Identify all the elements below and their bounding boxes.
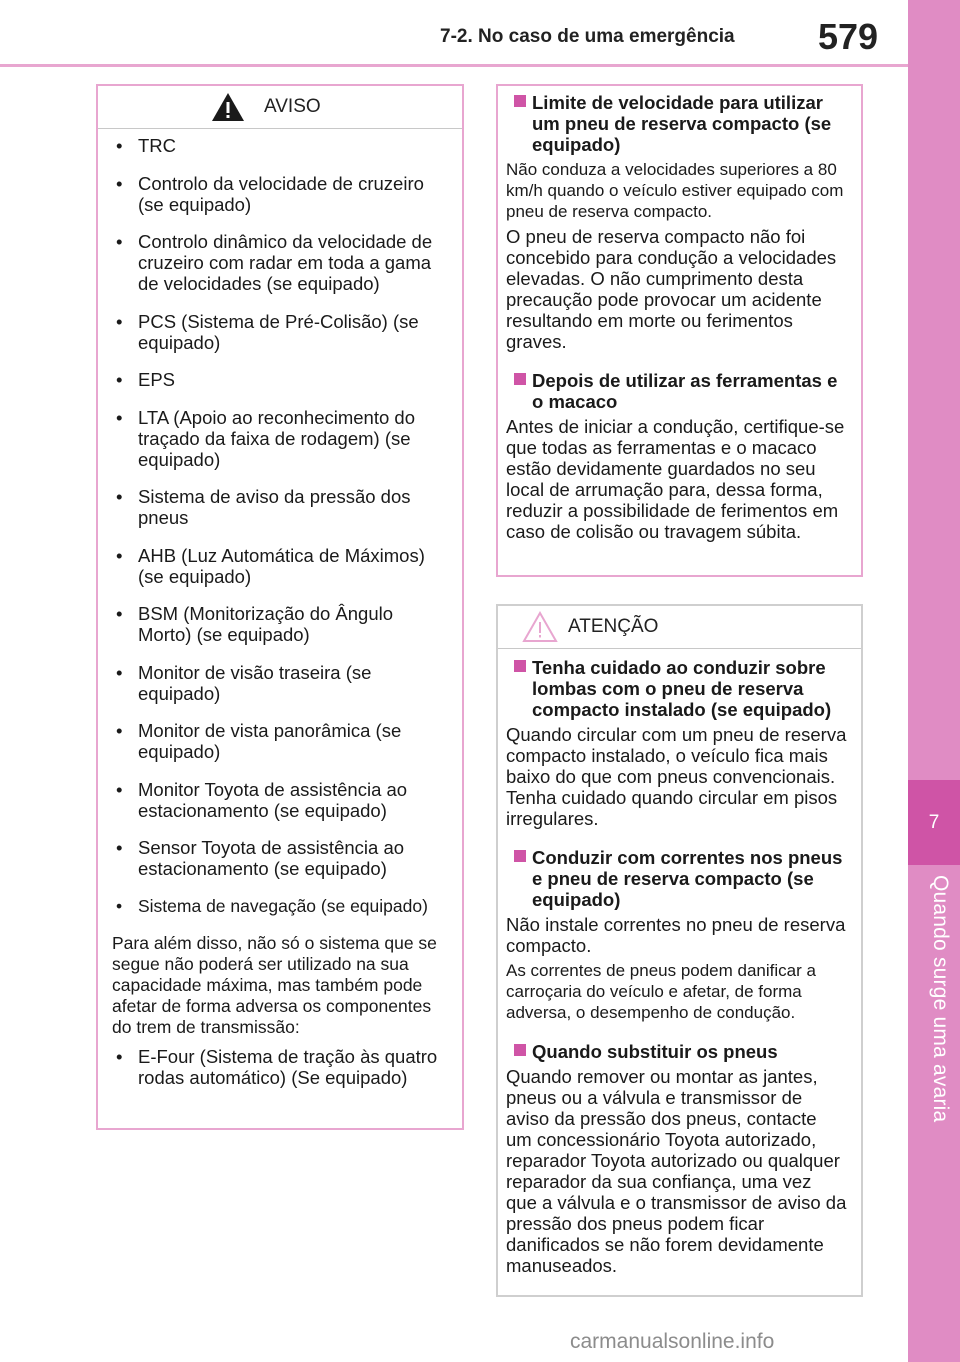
warning-triangle-icon [210,91,246,123]
aviso-title: AVISO [264,96,321,117]
list-item: • Sensor Toyota de assistência ao estacionamento (se equipado) [116,837,405,879]
aviso-continuation-box [496,84,863,577]
atencao-title: ATENÇÃO [568,616,659,637]
square-bullet-icon [514,373,526,385]
paragraph: Antes de iniciar a condução, certifique-se que todas as ferramentas e o macaco estão devidamente guardados no seu local de arrumação para, dessa forma, reduzir a possibilidade de ferimentos em caso de colisão ou travagem súbita. [506,416,845,542]
aviso-box [96,84,464,1130]
atencao-header [498,606,861,649]
square-bullet-icon [514,95,526,107]
section-heading: Depois de utilizar as ferramentas e o macaco [506,370,847,412]
list-item: • AHB (Luz Automática de Máximos) (se equipado) [116,544,425,587]
list-item: • Monitor de visão traseira (se equipado) [116,661,372,704]
list-item: • Monitor de vista panorâmica (se equipado) [116,720,402,762]
list-item: • TRC [116,135,177,156]
square-bullet-icon [514,1044,526,1056]
page-number: 579 [818,16,879,57]
section-heading: Limite de velocidade para utilizar um pneu de reserva compacto (se equipado) [506,92,847,155]
section-heading: Tenha cuidado ao conduzir sobre lombas com o pneu de reserva compacto instalado (se equipado) [506,657,847,720]
paragraph: Não instale correntes no pneu de reserva compacto. [506,914,846,956]
list-item: • LTA (Apoio ao reconhecimento do traçado da faixa de rodagem) (se equipado) [116,406,415,470]
section-heading: Quando substituir os pneus [506,1041,847,1062]
list-item: • Sistema de navegação (se equipado) [116,895,428,916]
aviso-extra-list [112,1046,446,1088]
chapter-title: Quando surge uma avaria [929,875,952,1123]
chapter-number: 7 [928,812,940,833]
paragraph: Quando remover ou montar as jantes, pneus ou a válvula e transmissor de aviso da pressão dos pneus, contacte um concessionário Toyota autorizado, reparador Toyota autorizado ou qualquer reparador da sua confiança, uma vez que a válvula e o transmissor de aviso da pressão dos pneus podem ficar danificados se não forem devidamente manuseados. [506,1066,847,1276]
list-item: • Sistema de aviso da pressão dos pneus [116,486,411,528]
watermark: carmanualsonline.info [570,1330,775,1353]
aviso-header [98,86,462,129]
caution-triangle-icon [522,611,558,643]
list-item: • Controlo da velocidade de cruzeiro (se equipado) [116,172,424,215]
aviso-list [112,135,446,917]
list-item: • Controlo dinâmico da velocidade de cruzeiro com radar em toda a gama de velocidades (se equipado) [116,231,433,294]
aviso-paragraph: Para além disso, não só o sistema que se segue não poderá ser utilizado na sua capacidade máxima, mas também pode afetar de forma adversa os componentes do trem de transmissão: [112,933,437,1037]
atencao-box [496,604,863,1297]
header-rule [0,64,908,67]
list-item: • E-Four (Sistema de tração às quatro rodas automático) (Se equipado) [116,1046,438,1088]
section-heading: Conduzir com correntes nos pneus e pneu de reserva compacto (se equipado) [506,847,847,910]
list-item: • BSM (Monitorização do Ângulo Morto) (se equipado) [116,603,394,645]
square-bullet-icon [514,660,526,672]
section-title: 7-2. No caso de uma emergência [440,26,735,47]
paragraph: Quando circular com um pneu de reserva compacto instalado, o veículo fica mais baixo do que com pneus convencionais. Tenha cuidado quando circular em pisos irregulares. [506,724,847,829]
paragraph: O pneu de reserva compacto não foi concebido para condução a velocidades elevadas. O não cumprimento desta precaução pode provocar um acidente resultando em morte ou ferimentos graves. [506,226,837,352]
square-bullet-icon [514,850,526,862]
paragraph: Não conduza a velocidades superiores a 80 km/h quando o veículo estiver equipado com pneu de reserva compacto. [506,160,844,221]
list-item: • EPS [116,369,176,390]
paragraph: As correntes de pneus podem danificar a carroçaria do veículo e afetar, de forma adversa, o desempenho de condução. [506,961,816,1022]
list-item: • Monitor Toyota de assistência ao estacionamento (se equipado) [116,778,408,821]
list-item: • PCS (Sistema de Pré-Colisão) (se equipado) [116,310,419,353]
